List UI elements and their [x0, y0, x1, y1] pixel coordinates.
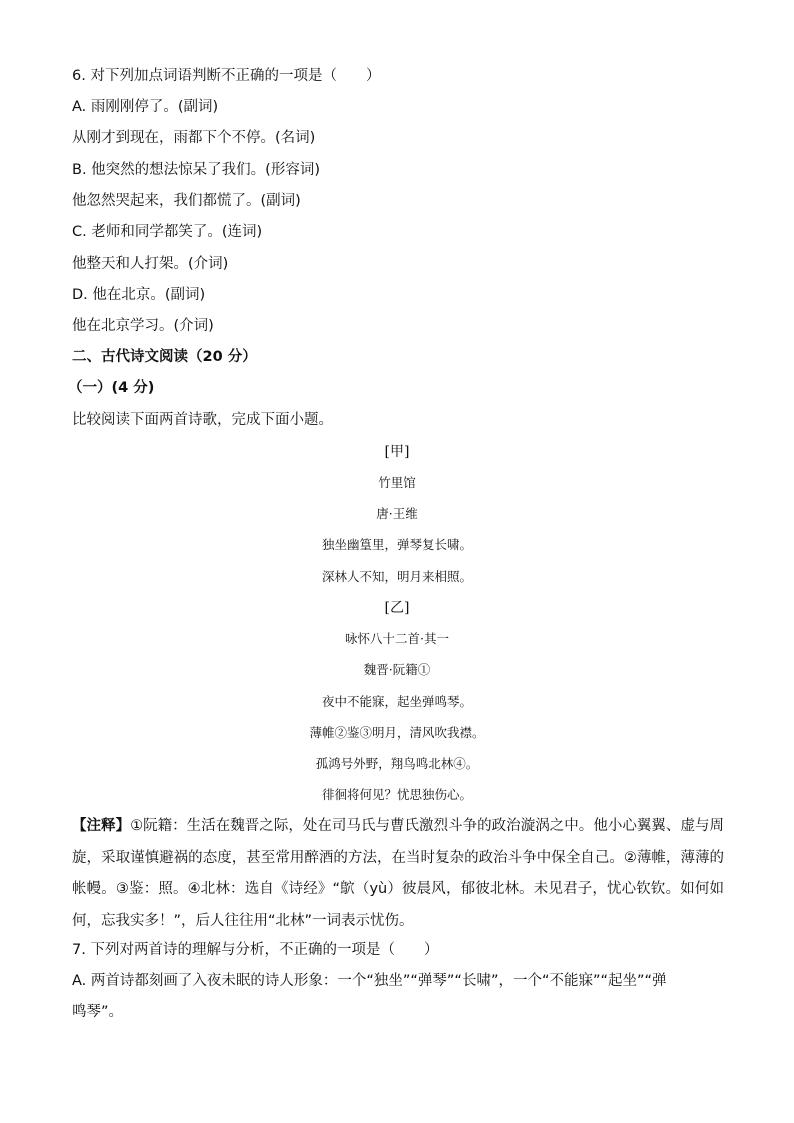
poem-b-line-2: 薄帷②鉴③明月，清风吹我襟。 — [309, 725, 485, 740]
poem-b-author: 魏晋·阮籍① — [363, 662, 431, 677]
q7-option-a: A. 两首诗都刻画了入夜未眠的诗人形象：一个“独坐”“弹琴”“长啸”，一个“不能寐”“起坐”“弹 — [72, 973, 667, 989]
instruction: 比较阅读下面两首诗歌，完成下面小题。 — [72, 412, 333, 428]
annotation-label: 【注释】 — [72, 818, 131, 834]
poem-a-title: 竹里馆 — [378, 475, 416, 490]
q6-stem: 6. 对下列加点词语判断不正确的一项是（ ） — [72, 68, 381, 84]
q7-stem: 7. 下列对两首诗的理解与分析，不正确的一项是（ ） — [72, 942, 439, 958]
q6-option-b: B. 他突然的想法惊呆了我们。(形容词) — [72, 162, 320, 178]
q6-option-d: D. 他在北京。(副词) — [72, 287, 206, 303]
annotation-block — [72, 811, 724, 937]
poem-b-line-3: 孤鸿号外野，翔鸟鸣北林④。 — [315, 756, 479, 771]
poem-a-label: [甲] — [384, 444, 410, 460]
subsection-title: （一）(4 分) — [68, 380, 155, 396]
poem-b-line-1: 夜中不能寐，起坐弹鸣琴。 — [321, 694, 472, 709]
poem-a-author: 唐·王维 — [376, 506, 418, 521]
poem-b-line-4: 徘徊将何见？忧思独伤心。 — [321, 787, 472, 802]
poem-b-title: 咏怀八十二首·其一 — [345, 631, 449, 646]
section-title: 二、古代诗文阅读（20 分） — [72, 349, 257, 365]
poem-a-line-2: 深林人不知，明月来相照。 — [321, 569, 472, 584]
q7-option-a-cont: 鸣琴”。 — [72, 1004, 124, 1020]
q6-option-b-example: 他忽然哭起来，我们都慌了。(副词) — [72, 193, 301, 209]
q6-option-c-example: 他整天和人打架。(介词) — [72, 256, 229, 272]
q6-option-c: C. 老师和同学都笑了。(连词) — [72, 224, 263, 240]
q6-option-d-example: 他在北京学习。(介词) — [72, 318, 214, 334]
q6-option-a-example: 从刚才到现在，雨都下个不停。(名词) — [72, 130, 316, 146]
poem-b-label: [乙] — [384, 600, 410, 616]
annotation-text: ①阮籍：生活在魏晋之际，处在司马氏与曹氏激烈斗争的政治漩涡之中。他小心翼翼、虚与周旋，采取谨慎避祸的态度，甚至常用醉酒的方法，在当时复杂的政治斗争中保全自己。②薄帷，薄薄的帐幔。③鉴：照。④北林：选自《诗经》“鴥（yù）彼晨风，郁彼北林。未见君子，忧心钦钦。如何如何，忘我实多！”，后人往往用“北林”一词表示忧伤。 — [72, 818, 724, 929]
q6-option-a: A. 雨刚刚停了。(副词) — [72, 99, 219, 115]
poem-a-line-1: 独坐幽篁里，弹琴复长啸。 — [321, 537, 472, 552]
